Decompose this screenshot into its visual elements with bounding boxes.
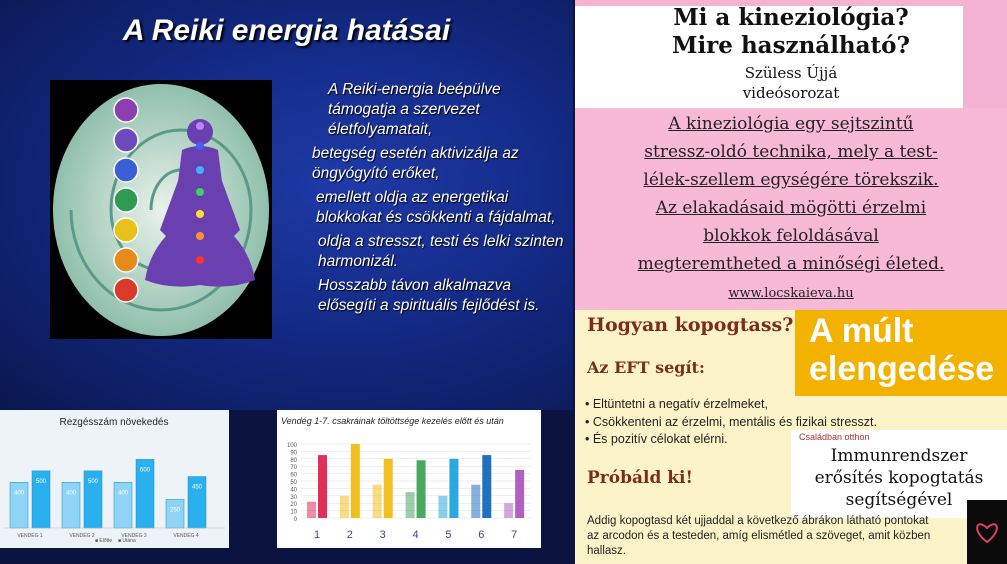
bullet-item: • Eltüntetni a negatív érzelmeket, bbox=[585, 397, 768, 411]
reiki-paragraph-3: emellett oldja az energetikai blokkokat és csökkenti a fájdalmat, bbox=[316, 189, 556, 226]
series-label: videósorozat bbox=[742, 84, 840, 102]
chart1-category-label: VENDÉG 1 bbox=[17, 533, 43, 539]
chart2-tick-label: 60 bbox=[290, 472, 297, 479]
eft-subheading: Az EFT segít: bbox=[587, 358, 705, 377]
kin-line-3: lélek-szellem egységére törekszik. bbox=[643, 170, 939, 190]
reiki-paragraph-4: oldja a stresszt, testi és lelki szinten harmonizál. bbox=[318, 233, 564, 270]
chart1-category-label: VENDÉG 2 bbox=[69, 533, 95, 539]
chakra-symbol-icon bbox=[114, 98, 138, 122]
banner-line-1: A múlt bbox=[809, 312, 914, 350]
chart2-category-label: 1 bbox=[313, 529, 321, 541]
chart2-tick-label: 50 bbox=[290, 480, 297, 486]
reiki-paragraph-2: betegség esetén aktivizálja az öngyógyító erőket, bbox=[312, 145, 519, 182]
chart2-bar-after bbox=[449, 459, 458, 518]
chart1-category-label: VENDÉG 3 bbox=[121, 533, 147, 539]
chart2-tick-label: 30 bbox=[290, 494, 297, 501]
chart2-category-label: 3 bbox=[379, 529, 386, 541]
chart2-category-label: 4 bbox=[412, 529, 419, 541]
reiki-text bbox=[296, 80, 566, 316]
chart1-data-label: 400 bbox=[13, 490, 25, 497]
chart2-category-label: 5 bbox=[445, 529, 452, 541]
kin-line-2: stressz-oldó technika, mely a test- bbox=[644, 142, 938, 162]
vibration-chart bbox=[0, 410, 229, 548]
kin-line-4: Az elakadásaid mögötti érzelmi bbox=[655, 198, 927, 218]
chart2-bar-before bbox=[438, 496, 447, 518]
chart2-category-label: 6 bbox=[478, 529, 485, 541]
chart2-tick-label: 90 bbox=[290, 450, 297, 457]
immune-line-2: erősítés kopogtatás bbox=[814, 468, 984, 488]
chart1-bar bbox=[62, 482, 80, 528]
chart2-tick-label: 40 bbox=[290, 487, 297, 494]
chakra-symbol-icon bbox=[114, 218, 138, 242]
chart2-bar-before bbox=[340, 496, 349, 518]
chart1-data-label: 400 bbox=[117, 490, 129, 497]
chart1-data-label: 500 bbox=[87, 478, 99, 485]
reiki-title: A Reiki energia hatásai bbox=[122, 14, 451, 47]
chart2-title: Vendég 1-7. csakráinak töltöttsége kezelés előtt és után bbox=[281, 416, 504, 426]
kinesiology-subtitle: Mire használható? bbox=[671, 32, 911, 59]
reiki-paragraph-1: A Reiki-energia beépülve támogatja a szervezet életfolyamatait, bbox=[328, 81, 501, 138]
chart2-tick-label: 0 bbox=[293, 517, 297, 523]
chart1-data-label: 250 bbox=[169, 507, 181, 514]
banner-line-2: elengedése bbox=[809, 350, 995, 388]
chakra-image bbox=[50, 80, 272, 339]
divider bbox=[541, 410, 575, 564]
chart2-tick-label: 70 bbox=[290, 465, 297, 472]
chart1-bar bbox=[10, 482, 28, 528]
divider bbox=[0, 548, 575, 564]
reiki-slide bbox=[0, 0, 573, 410]
immune-line-1: Immunrendszer bbox=[830, 446, 968, 466]
chart2-bar-after bbox=[482, 455, 491, 518]
chart2-tick-label: 10 bbox=[290, 509, 297, 516]
eft-heading: Hogyan kopogtass? bbox=[587, 314, 794, 336]
chart2-category-label: 7 bbox=[511, 529, 518, 541]
chart1-data-label: 450 bbox=[191, 484, 203, 491]
divider bbox=[229, 410, 277, 564]
series-name: Szüless Újjá bbox=[744, 64, 838, 82]
eft-instructions: Addig kopogtasd két ujjaddal a következő ábrákon látható pontokat az arcodon és a testeden, amíg elismétled a szöveget, amit közben hallasz. bbox=[587, 515, 931, 557]
chakra-chart bbox=[277, 410, 541, 548]
logo-corner bbox=[967, 500, 1007, 564]
chart2-tick-label: 20 bbox=[290, 502, 297, 509]
chakra-symbol-icon bbox=[114, 278, 138, 302]
bullet-item: • És pozitív célokat elérni. bbox=[585, 432, 728, 446]
chakra-symbol-icon bbox=[114, 248, 138, 272]
chart2-bar-before bbox=[471, 485, 480, 518]
chakra-figure-icon bbox=[50, 80, 272, 339]
kin-line-1: A kineziológia egy sejtszintű bbox=[668, 114, 914, 134]
bullet-item: • Csökkenteni az érzelmi, mentális és fizikai stresszt. bbox=[585, 414, 877, 429]
release-banner bbox=[795, 310, 1007, 396]
chart2-bar-after bbox=[351, 444, 360, 518]
chart1-bar bbox=[166, 499, 184, 528]
kinesiology-title: Mi a kineziológia? bbox=[673, 4, 909, 31]
chart2-bar-after bbox=[515, 470, 524, 518]
chakra-symbol-icon bbox=[114, 158, 138, 182]
chart1-category-label: VENDÉG 4 bbox=[173, 533, 199, 539]
chart2-bar-before bbox=[373, 485, 382, 518]
try-it-heading: Próbáld ki! bbox=[587, 468, 693, 488]
kinesiology-body bbox=[575, 108, 1007, 310]
chart1-data-label: 600 bbox=[139, 467, 151, 474]
kin-line-6: megteremtheted a minőségi életed. bbox=[637, 254, 945, 274]
chakra-symbol-icon bbox=[114, 188, 138, 212]
kinesiology-header bbox=[575, 0, 1007, 108]
chart2-category-label: 2 bbox=[346, 529, 353, 541]
chart2-bar-before bbox=[504, 503, 513, 518]
chart2-tick-label: 100 bbox=[286, 443, 297, 449]
chart2-bar-before bbox=[307, 502, 316, 518]
chart1-bar bbox=[114, 482, 132, 528]
website-link[interactable]: www.locskaieva.hu bbox=[728, 286, 854, 301]
chart2-bar-after bbox=[417, 460, 426, 518]
chart1-legend-1: ■ Előtte bbox=[95, 538, 113, 544]
chakra-symbol-icon bbox=[114, 128, 138, 152]
reiki-paragraph-5: Hosszabb távon alkalmazva elősegíti a spirituális fejlődést is. bbox=[318, 277, 540, 314]
chart1-legend-2: ■ Utána bbox=[118, 538, 136, 544]
chart1-data-label: 400 bbox=[65, 490, 77, 497]
chart2-bar-before bbox=[406, 492, 415, 518]
eft-panel bbox=[575, 310, 1007, 564]
family-logo: Családban otthon bbox=[799, 432, 870, 442]
chart2-tick-label: 80 bbox=[290, 457, 297, 464]
chart2-bar-after bbox=[318, 455, 327, 518]
kin-line-5: blokkok feloldásával bbox=[703, 226, 879, 246]
chart1-title: Rezgésszám növekedés bbox=[59, 417, 169, 428]
chart1-data-label: 500 bbox=[35, 478, 47, 485]
immune-line-3: segítségével bbox=[845, 490, 953, 510]
chart2-bar-after bbox=[384, 459, 393, 518]
